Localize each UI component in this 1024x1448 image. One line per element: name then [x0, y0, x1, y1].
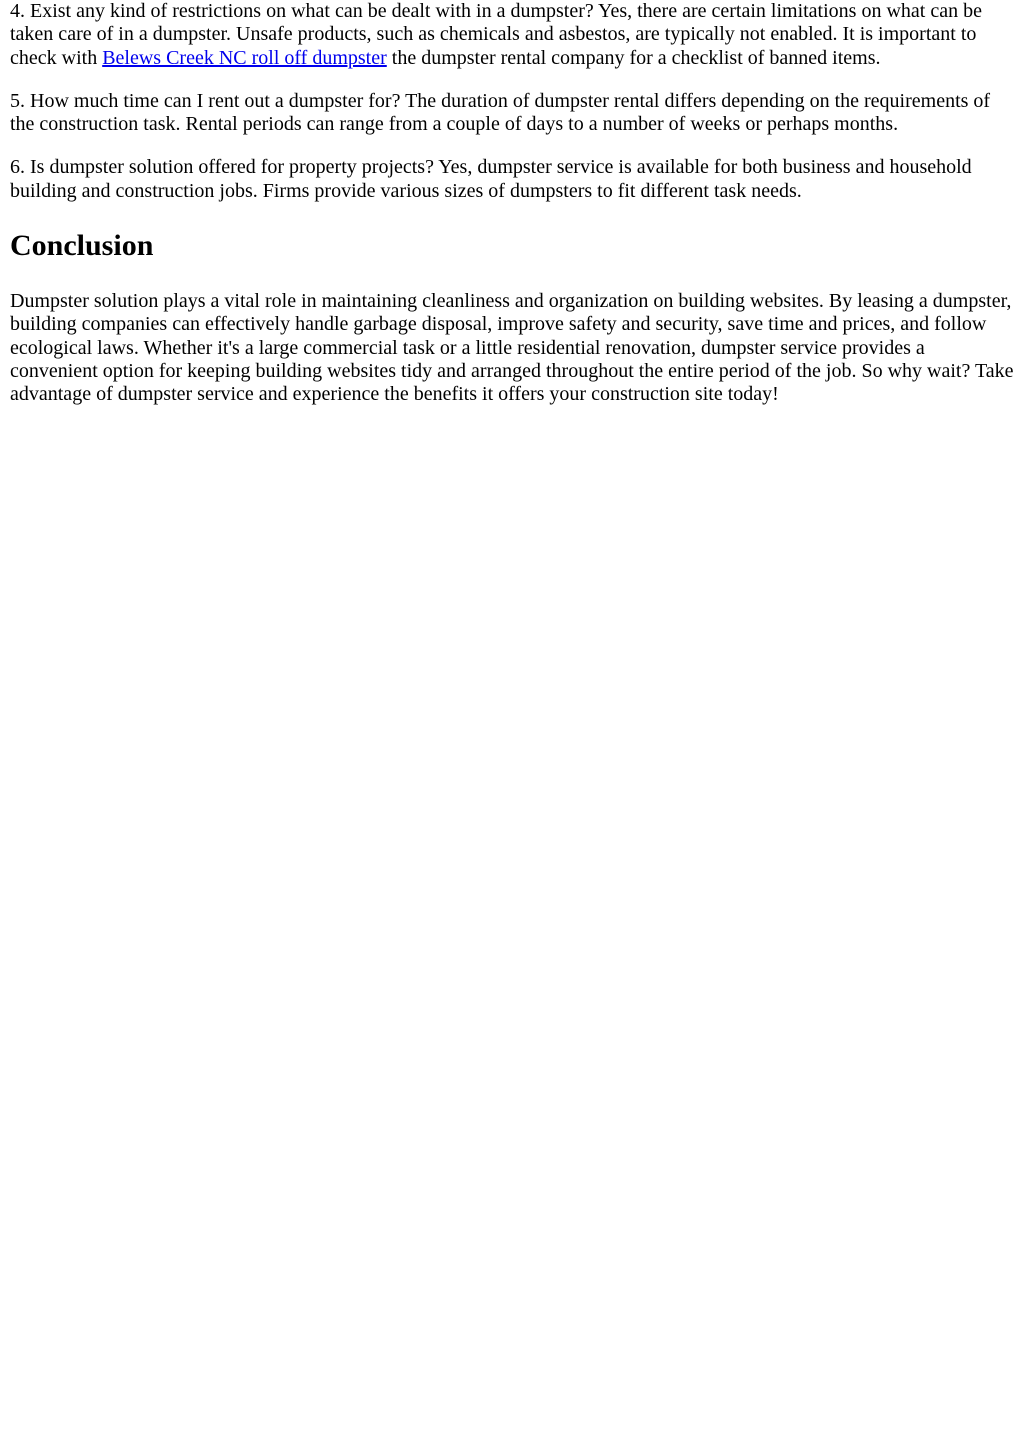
- faq-answer-4: [10, 0, 1014, 70]
- conclusion-paragraph: Dumpster solution plays a vital role in maintaining cleanliness and organization on building websites. By leasing a dumpster, building companies can effectively handle garbage disposal, improve safety and security, save time and prices, and follow ecological laws. Whether it's a large commercial task or a little residential renovation, dumpster service provides a convenient option for keeping building websites tidy and arranged throughout the entire period of the job. So why wait? Take advantage of dumpster service and experience the benefits it offers your construction site today!: [10, 290, 1014, 406]
- faq-answer-4-text-before: 4. Exist any kind of restrictions on what can be dealt with in a dumpster? Yes, there are certain limitations on what can be taken care of in a dumpster. Unsafe products, such as chemicals and asbestos, are typically not enabled. It is important to check with: [10, 0, 982, 69]
- roll-off-dumpster-link[interactable]: Belews Creek NC roll off dumpster: [102, 46, 387, 69]
- faq-answer-5: 5. How much time can I rent out a dumpster for? The duration of dumpster rental differs depending on the requirements of the construction task. Rental periods can range from a couple of days to a number of weeks or perhaps months.: [10, 89, 991, 136]
- article-body: [0, 0, 1024, 407]
- faq-answer-6: 6. Is dumpster solution offered for property projects? Yes, dumpster service is available for both business and household building and construction jobs. Firms provide various sizes of dumpsters to fit different task needs.: [10, 156, 972, 202]
- conclusion-heading: Conclusion: [10, 229, 154, 263]
- faq-answer-4-text-after: the dumpster rental company for a checklist of banned items.: [386, 46, 881, 69]
